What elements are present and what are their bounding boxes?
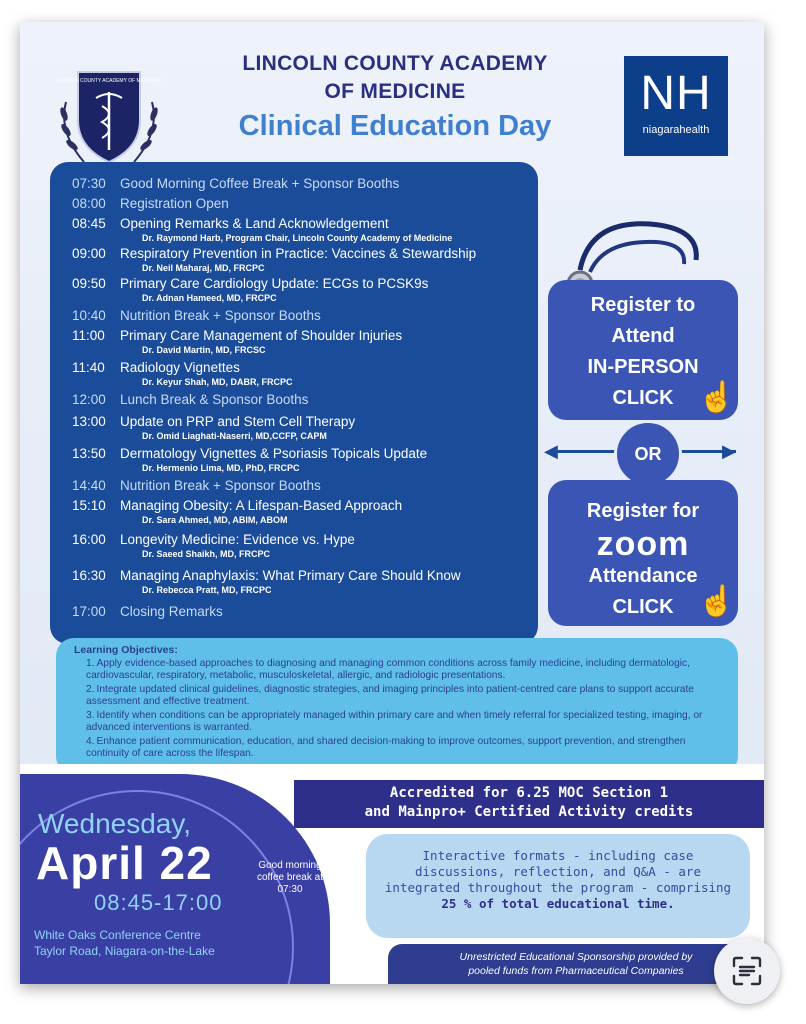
interactive-emphasis: 25 % of total educational time. [441, 896, 675, 911]
interactive-text: Interactive formats - including case discussions, reflection, and Q&A - are integrated throughout the program - comprising [384, 848, 732, 895]
coffee-break-note: Good morning coffee break at 07:30 [257, 860, 323, 895]
schedule-time: 13:00 [72, 414, 106, 429]
schedule-title: Primary Care Cardiology Update: ECGs to PCSK9s [120, 276, 429, 291]
register-in-person-line1: Register to [590, 294, 696, 316]
schedule-title: Closing Remarks [120, 604, 223, 619]
schedule-panel [50, 162, 538, 644]
schedule-speaker: Dr. Omid Liaghati-Naserri, MD,CCFP, CAPM [142, 431, 327, 441]
schedule-time: 11:40 [72, 360, 105, 375]
event-weekday: Wednesday, [38, 808, 192, 839]
schedule-speaker: Dr. David Martin, MD, FRCSC [142, 345, 266, 355]
schedule-time: 08:45 [72, 216, 106, 231]
accreditation-banner [294, 780, 764, 828]
schedule-title: Good Morning Coffee Break + Sponsor Booths [120, 176, 400, 191]
schedule-row [72, 532, 355, 547]
flyer [20, 22, 764, 984]
objective-item: 2. Integrate updated clinical guidelines, diagnostic strategies, and imaging principles into patient-centred care plans to support accurate assessment and effective treatment. [86, 684, 694, 707]
venue-address: Taylor Road, Niagara-on-the-Lake [34, 944, 215, 958]
register-zoom-click: CLICK [612, 596, 674, 618]
schedule-title: Nutrition Break + Sponsor Booths [120, 308, 321, 323]
schedule-time: 10:40 [72, 308, 106, 323]
objective-item: 4. Enhance patient communication, education, and shared decision-making to improve outcomes, support prevention, and strengthen continuity of care across the lifespan. [86, 736, 686, 759]
schedule-time: 16:30 [72, 568, 106, 583]
schedule-row [72, 478, 321, 493]
schedule-row [72, 328, 402, 343]
schedule-speaker: Dr. Keyur Shah, MD, DABR, FRCPC [142, 377, 293, 387]
schedule-speaker: Dr. Saeed Shaikh, MD, FRCPC [142, 549, 271, 559]
sponsorship-line1: Unrestricted Educational Sponsorship provided by [459, 951, 693, 963]
schedule-row [72, 246, 476, 261]
register-in-person-line2: Attend [611, 325, 675, 347]
objective-item: 1. Apply evidence-based approaches to diagnosing and managing common conditions across family medicine, including dermatologic, cardiovascular, respiratory, metabolic, musculoskeletal, allergic, and radiologic presentations. [86, 658, 690, 681]
schedule-speaker: Dr. Adnan Hameed, MD, FRCPC [142, 293, 277, 303]
schedule-speaker: Dr. Sara Ahmed, MD, ABIM, ABOM [142, 515, 288, 525]
nh-logo-letters: NH [640, 67, 712, 120]
register-zoom-line3: Attendance [588, 565, 698, 587]
accreditation-line1: Accredited for 6.25 MOC Section 1 [389, 785, 669, 801]
schedule-speaker: Dr. Raymond Harb, Program Chair, Lincoln County Academy of Medicine [142, 233, 453, 243]
schedule-title: Update on PRP and Stem Cell Therapy [120, 414, 356, 429]
or-badge: OR [614, 420, 682, 488]
schedule-title: Dermatology Vignettes & Psoriasis Topicals Update [120, 446, 428, 461]
accreditation-line2: and Mainpro+ Certified Activity credits [364, 804, 694, 820]
schedule-row [72, 360, 240, 375]
schedule-time: 14:40 [72, 478, 106, 493]
schedule-row [72, 498, 402, 513]
interactive-formats-note [366, 834, 750, 938]
arrow-left-icon: ◀ [544, 441, 558, 461]
schedule-title: Primary Care Management of Shoulder Injuries [120, 328, 403, 343]
schedule-speaker: Dr. Hermenio Lima, MD, PhD, FRCPC [142, 463, 300, 473]
scan-text-button[interactable] [714, 938, 780, 1004]
schedule-row [72, 604, 223, 619]
event-date: April 22 [36, 837, 213, 889]
schedule-time: 13:50 [72, 446, 106, 461]
crest-lettering: LINCOLN COUNTY ACADEMY OF MEDICINE [57, 78, 161, 84]
schedule-row [72, 308, 321, 323]
register-in-person-line3: IN-PERSON [587, 356, 699, 378]
schedule-title: Radiology Vignettes [120, 360, 240, 375]
register-zoom-button[interactable] [548, 480, 738, 626]
arrow-right-icon: ▶ [722, 441, 736, 461]
schedule-title: Managing Obesity: A Lifespan-Based Approach [120, 498, 403, 513]
schedule-row [72, 568, 461, 583]
register-in-person-click: CLICK [612, 387, 674, 409]
pointing-hand-icon: ☝ [698, 585, 736, 618]
schedule-title: Registration Open [120, 196, 229, 211]
schedule-time: 09:50 [72, 276, 106, 291]
schedule-row [72, 446, 427, 461]
schedule-row [72, 392, 308, 407]
schedule-time: 11:00 [72, 328, 105, 343]
schedule-title: Longevity Medicine: Evidence vs. Hype [120, 532, 355, 547]
venue-name: White Oaks Conference Centre [34, 928, 201, 942]
sponsorship-line2: pooled funds from Pharmaceutical Companies [468, 965, 684, 977]
register-zoom-line1: Register for [586, 500, 700, 522]
schedule-title: Nutrition Break + Sponsor Booths [120, 478, 321, 493]
schedule-time: 07:30 [72, 176, 106, 191]
schedule-time: 16:00 [72, 532, 106, 547]
event-hours: 08:45-17:00 [94, 890, 223, 915]
schedule-title: Respiratory Prevention in Practice: Vaccines & Stewardship [120, 246, 477, 261]
schedule-row [72, 176, 399, 191]
schedule-time: 08:00 [72, 196, 106, 211]
schedule-speaker: Dr. Neil Maharaj, MD, FRCPC [142, 263, 265, 273]
schedule-title: Lunch Break & Sponsor Booths [120, 392, 309, 407]
sponsorship-note [388, 944, 764, 984]
schedule-time: 09:00 [72, 246, 106, 261]
objective-item: 3. Identify when conditions can be appropriately managed within primary care and when timely referral for specialized testing, imaging, or advanced interventions is warranted. [86, 710, 703, 733]
nh-logo-wordmark: niagarahealth [642, 124, 710, 136]
event-title: Clinical Education Day [238, 110, 552, 142]
learning-objectives [56, 638, 738, 774]
niagara-health-logo [624, 56, 728, 156]
schedule-title: Opening Remarks & Land Acknowledgement [120, 216, 389, 231]
schedule-time: 17:00 [72, 604, 106, 619]
schedule-row [72, 216, 389, 231]
zoom-logo: zoom [596, 525, 690, 563]
schedule-row [72, 276, 428, 291]
scan-text-icon [714, 938, 780, 1004]
schedule-row [72, 414, 355, 429]
schedule-time: 12:00 [72, 392, 106, 407]
academy-name-line2: OF MEDICINE [324, 80, 466, 103]
pointing-hand-icon: ☝ [698, 381, 736, 414]
schedule-speaker: Dr. Rebecca Pratt, MD, FRCPC [142, 585, 272, 595]
academy-name-line1: LINCOLN COUNTY ACADEMY [242, 52, 548, 75]
schedule-title: Managing Anaphylaxis: What Primary Care Should Know [120, 568, 461, 583]
objectives-title: Learning Objectives: [74, 644, 178, 656]
academy-crest-logo [54, 62, 164, 172]
schedule-time: 15:10 [72, 498, 106, 513]
register-in-person-button[interactable] [548, 280, 738, 420]
schedule-row [72, 196, 229, 211]
